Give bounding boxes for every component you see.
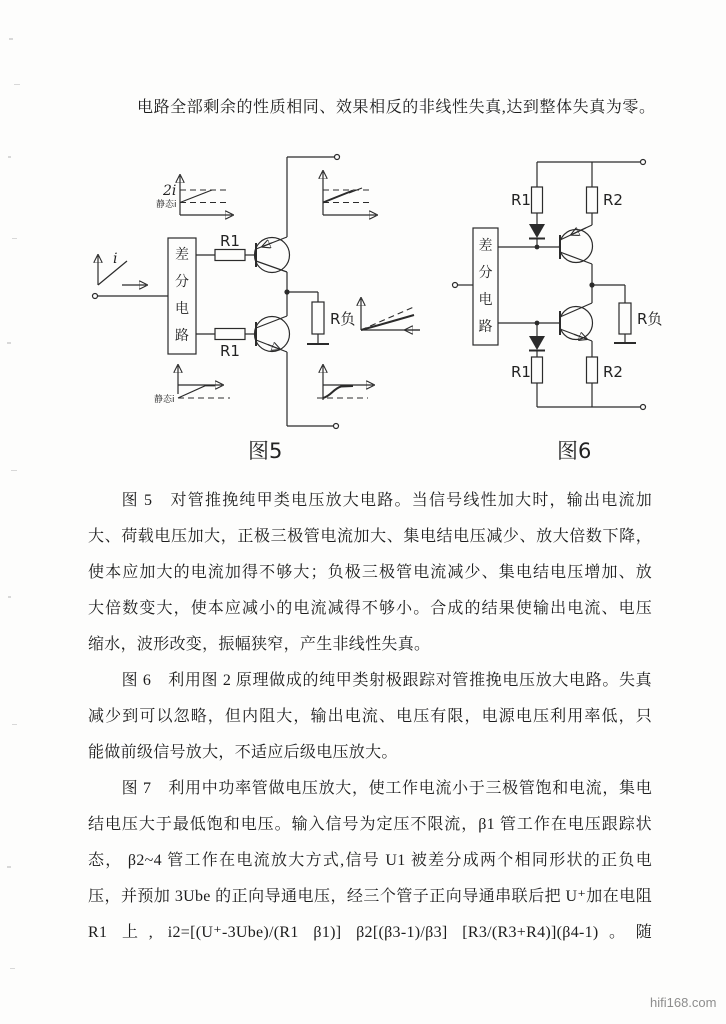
diff-box-char: 路: [175, 328, 189, 344]
figure5-circuit-diagram: [85, 150, 430, 465]
text-line: 图 5 对管推挽纯甲类电压放大电路。当信号线性加大时，输出电流加: [121, 492, 652, 509]
top-rail: [537, 160, 646, 165]
bottom-r1-resistor: [196, 329, 256, 361]
text-line: 图 6 利用图 2 原理做成的纯甲类射极跟踪对管推挽电压放大电路。失真: [121, 672, 652, 689]
top-transistor: [255, 237, 290, 273]
input-lead: [93, 294, 169, 299]
differential-circuit-box: [473, 228, 498, 345]
r1-bottom-label: R1: [511, 363, 531, 381]
text-line: 态， β2~4 管工作在电流放大方式,信号 U1 被差分成两个相同形状的正负电: [88, 852, 652, 869]
diff-box-char: 电: [175, 301, 189, 317]
input-lead: [453, 283, 474, 288]
input-signal-graph: [98, 251, 146, 285]
text-line: R1 上, i2=[(U⁺-3Ube)/(R1 β1)] β2[(β3-1)/β3] [R3/(R3+R4)](β4-1)。随: [88, 924, 652, 941]
load-label: R负: [637, 310, 663, 328]
diff-box-char: 电: [478, 292, 493, 308]
bottom-r2-branch: [587, 357, 623, 407]
text-line: 缩水，波形改变，振幅狭窄，产生非线性失真。: [88, 636, 431, 653]
top-transistor: [498, 225, 593, 285]
bottom-rail: [537, 405, 646, 410]
graph-static-label: 静态i: [156, 200, 177, 210]
graph-right-middle: [361, 299, 420, 330]
diff-box-char: 差: [175, 247, 189, 263]
text-line: 大倍数变大，使本应减小的电流减得不够小。合成的结果使输出电流、电压: [88, 600, 652, 617]
graph-top-left: [156, 176, 232, 215]
figure6-caption: 图6: [557, 439, 592, 463]
text-line: 大、荷载电压加大，正极三极管电流加大、集电结电压减少、放大倍数下降，: [88, 528, 652, 545]
graph-bottom-center: [317, 366, 373, 400]
top-r2-branch: [587, 162, 623, 225]
diff-box-char: 分: [175, 274, 189, 290]
text-line: 减少到可以忽略，但内阻大，输出电流、电压有限，电源电压利用率低，只: [88, 708, 652, 725]
text-line: 能做前级信号放大，不适应后级电压放大。: [88, 744, 398, 761]
bottom-transistor: [498, 285, 593, 357]
watermark: hifi168.com: [650, 995, 717, 1010]
intro-text-line: 电路全部剩余的性质相同、效果相反的非线性失真,达到整体失真为零。: [137, 99, 655, 116]
top-output-wire: [287, 155, 340, 293]
diff-box-char: 差: [478, 238, 493, 254]
figure5-caption: 图5: [248, 439, 283, 463]
load-label: R负: [330, 310, 356, 328]
graph-2i-label: 2i: [163, 183, 177, 199]
input-current-label: i: [113, 251, 118, 267]
figure6-circuit-diagram: [445, 150, 663, 465]
r1-top-label: R1: [220, 232, 240, 250]
top-r1-resistor: [196, 232, 256, 261]
r1-top-label: R1: [511, 191, 531, 209]
bottom-transistor: [255, 316, 290, 352]
bottom-r1-branch: [511, 323, 545, 407]
r1-bottom-label: R1: [220, 342, 240, 360]
graph-top-right: [323, 172, 376, 215]
differential-circuit-box: [168, 238, 196, 354]
diff-box-char: 路: [478, 319, 493, 335]
text-line: 图 7 利用中功率管做电压放大，使工作电流小于三极管饱和电流，集电: [121, 780, 652, 797]
text-line: 结电压大于最低饱和电压。输入信号为定压不限流，β1 管工作在电压跟踪状: [88, 816, 652, 833]
load-resistor: [284, 289, 355, 344]
top-r1-branch: [511, 162, 545, 247]
r2-bottom-label: R2: [603, 363, 623, 381]
graph-static-label: 静态i: [154, 395, 175, 405]
load-resistor: [589, 282, 662, 343]
diff-box-char: 分: [478, 265, 493, 281]
text-line: 使本应加大的电流加得不够大；负极三极管电流减少、集电结电压增加、放: [88, 564, 652, 581]
graph-bottom-left: [154, 366, 230, 405]
r2-top-label: R2: [603, 191, 623, 209]
text-line: 压，并预加 3Ube 的正向导通电压，经三个管子正向导通串联后把 U⁺加在电阻: [88, 888, 652, 905]
